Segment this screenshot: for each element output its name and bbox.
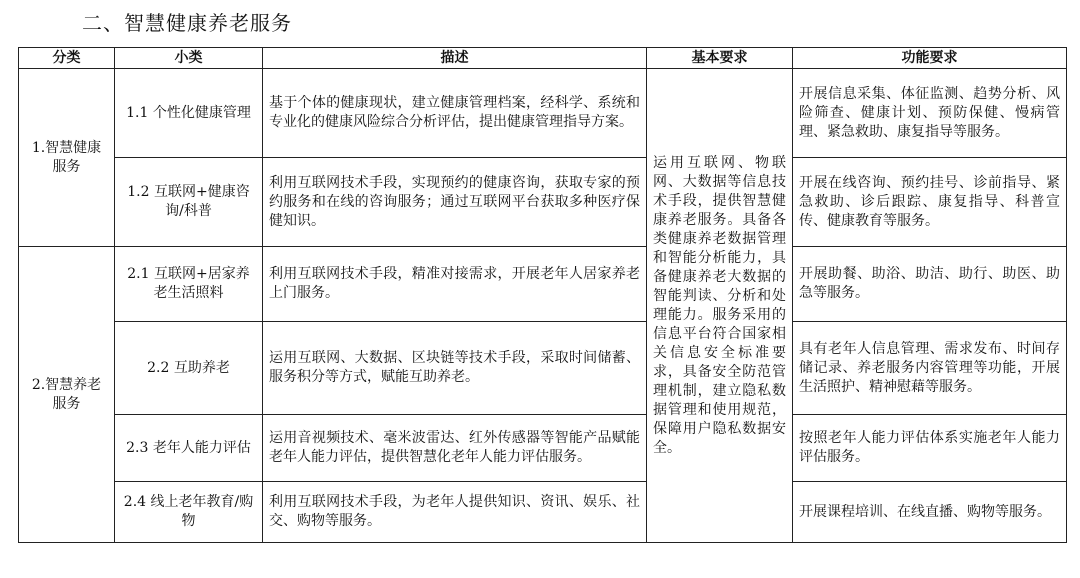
subcategory-cell: 2.3 老年人能力评估 bbox=[115, 415, 263, 482]
description-cell: 利用互联网技术手段，为老年人提供知识、资讯、娱乐、社交、购物等服务。 bbox=[263, 482, 647, 543]
function-requirements-cell: 开展课程培训、在线直播、购物等服务。 bbox=[793, 482, 1067, 543]
header-category: 分类 bbox=[19, 48, 115, 69]
table-row bbox=[19, 158, 1067, 247]
function-requirements-cell: 开展信息采集、体征监测、趋势分析、风险筛查、健康计划、预防保健、慢病管理、紧急救助、康复指导等服务。 bbox=[793, 69, 1067, 158]
table-row bbox=[19, 322, 1067, 415]
description-cell: 利用互联网技术手段，精准对接需求，开展老年人居家养老上门服务。 bbox=[263, 247, 647, 322]
description-cell: 利用互联网技术手段，实现预约的健康咨询，获取专家的预约服务和在线的咨询服务；通过互联网平台获取多种医疗保健知识。 bbox=[263, 158, 647, 247]
header-subcategory: 小类 bbox=[115, 48, 263, 69]
basic-requirements-cell: 运用互联网、物联网、大数据等信息技术手段，提供智慧健康养老服务。具备各类健康养老数据管理和智能分析能力，具备健康养老大数据的智能判读、分析和处理能力。服务采用的信息平台符合国家相关信息安全标准要求，具备安全防范管理机制，建立隐私数据管理和使用规范，保障用户隐私数据安全。 bbox=[647, 69, 793, 543]
table-header-row bbox=[19, 48, 1067, 69]
table-row bbox=[19, 482, 1067, 543]
subcategory-cell: 1.2 互联网+健康咨询/科普 bbox=[115, 158, 263, 247]
section-title: 二、智慧健康养老服务 bbox=[82, 11, 292, 35]
header-description: 描述 bbox=[263, 48, 647, 69]
table-row bbox=[19, 247, 1067, 322]
description-cell: 运用音视频技术、毫米波雷达、红外传感器等智能产品赋能老年人能力评估，提供智慧化老年人能力评估服务。 bbox=[263, 415, 647, 482]
header-function-requirements: 功能要求 bbox=[793, 48, 1067, 69]
subcategory-cell: 2.2 互助养老 bbox=[115, 322, 263, 415]
function-requirements-cell: 按照老年人能力评估体系实施老年人能力评估服务。 bbox=[793, 415, 1067, 482]
smart-health-elderly-care-table bbox=[18, 47, 1067, 543]
subcategory-cell: 2.4 线上老年教育/购物 bbox=[115, 482, 263, 543]
description-cell: 运用互联网、大数据、区块链等技术手段，采取时间储蓄、服务积分等方式，赋能互助养老。 bbox=[263, 322, 647, 415]
subcategory-cell: 1.1 个性化健康管理 bbox=[115, 69, 263, 158]
category-cell: 1.智慧健康服务 bbox=[19, 69, 115, 247]
table-row bbox=[19, 415, 1067, 482]
function-requirements-cell: 开展助餐、助浴、助洁、助行、助医、助急等服务。 bbox=[793, 247, 1067, 322]
subcategory-cell: 2.1 互联网+居家养老生活照料 bbox=[115, 247, 263, 322]
header-basic-requirements: 基本要求 bbox=[647, 48, 793, 69]
table-row bbox=[19, 69, 1067, 158]
function-requirements-cell: 开展在线咨询、预约挂号、诊前指导、紧急救助、诊后跟踪、康复指导、科普宣传、健康教育等服务。 bbox=[793, 158, 1067, 247]
function-requirements-cell: 具有老年人信息管理、需求发布、时间存储记录、养老服务内容管理等功能，开展生活照护、精神慰藉等服务。 bbox=[793, 322, 1067, 415]
description-cell: 基于个体的健康现状，建立健康管理档案，经科学、系统和专业化的健康风险综合分析评估，提出健康管理指导方案。 bbox=[263, 69, 647, 158]
category-cell: 2.智慧养老服务 bbox=[19, 247, 115, 543]
